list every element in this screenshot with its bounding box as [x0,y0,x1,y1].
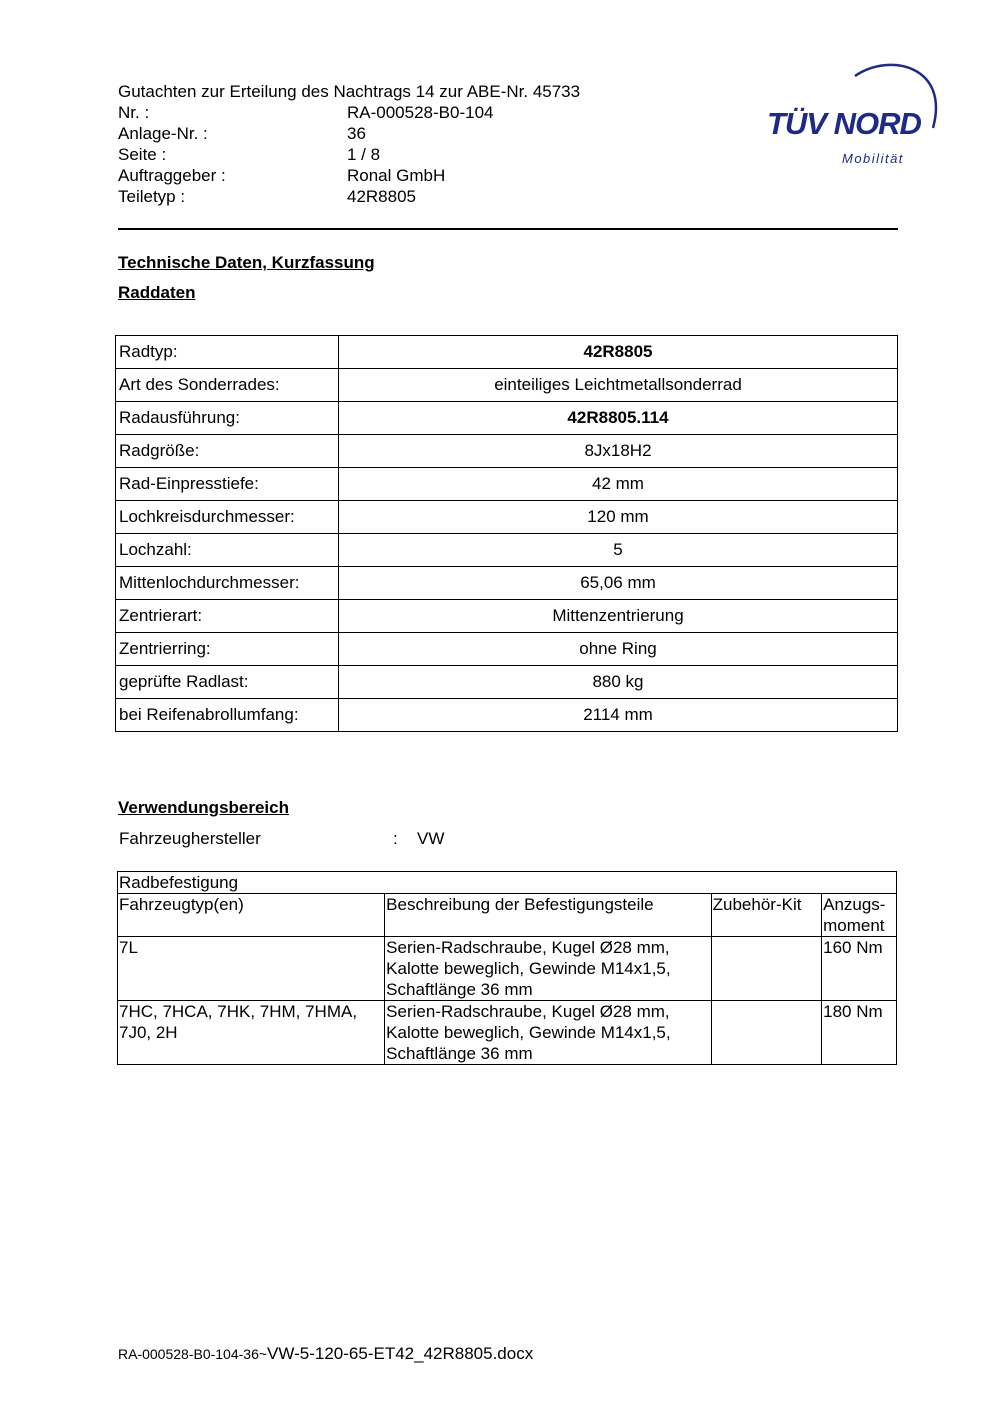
row-label: Rad-Einpresstiefe: [116,468,339,501]
row-value: 42R8805 [339,336,898,369]
row-value: 8Jx18H2 [339,435,898,468]
row-label: Radtyp: [116,336,339,369]
header-row-nr [118,102,493,123]
table-row [116,402,898,435]
header-row-auftraggeber [118,165,493,186]
header-row-teiletyp [118,186,493,207]
description-cell [385,1001,711,1065]
row-label: Lochzahl: [116,534,339,567]
vehicle-types-cell [118,937,385,1001]
section-heading-tech: Technische Daten, Kurzfassung [118,253,375,272]
section-heading-rad: Raddaten [118,283,196,302]
manufacturer-label: Fahrzeughersteller [119,829,261,848]
description-cell [385,937,711,1001]
table-row [116,336,898,369]
header-value: RA-000528-B0-104 [347,103,494,122]
header-value: 1 / 8 [347,145,381,164]
row-value: 880 kg [339,666,898,699]
table-row [116,567,898,600]
table-row [116,468,898,501]
logo-subtitle: Mobilität [842,151,904,166]
cell-line: Serien-Radschraube, Kugel Ø28 mm, [386,1002,670,1021]
column-header [822,894,897,937]
row-value: 42R8805.114 [339,402,898,435]
cell-line: Kalotte beweglich, Gewinde M14x1,5, [386,959,671,978]
row-value: 65,06 mm [339,567,898,600]
header-label: Seite : [118,145,167,164]
footer-filename: VW-5-120-65-ET42_42R8805.docx [267,1344,534,1363]
header-label: Nr. : [118,103,150,122]
row-value: 42 mm [339,468,898,501]
column-header: Zubehör-Kit [711,894,821,937]
header-value: 42R8805 [347,187,417,206]
header-value: 36 [347,124,366,143]
logo-wordmark: TÜV NORD [767,106,921,141]
table-row [116,666,898,699]
table-caption: Radbefestigung [118,872,897,894]
section-heading-verwendung: Verwendungsbereich [118,798,289,817]
column-header: Fahrzeugtyp(en) [118,894,385,937]
header-divider [118,228,898,230]
column-header-line: moment [823,916,885,935]
row-label: geprüfte Radlast: [116,666,339,699]
table-row [118,937,897,1001]
column-header: Beschreibung der Befestigungsteile [385,894,711,937]
manufacturer-value: VW [417,829,445,848]
footer-prefix: RA-000528-B0-104-36~ [118,1346,268,1362]
row-value: 5 [339,534,898,567]
cell-line: 7HC, 7HCA, 7HK, 7HM, 7HMA, [119,1002,358,1021]
row-value: 120 mm [339,501,898,534]
cell-line: 7L [119,938,138,957]
header-row-anlage [118,123,493,144]
cell-line: Serien-Radschraube, Kugel Ø28 mm, [386,938,670,957]
table-row [116,435,898,468]
torque-cell: 180 Nm [822,1001,897,1065]
fastening-table [117,871,897,1065]
cell-line: 7J0, 2H [119,1023,178,1042]
row-label: Zentrierring: [116,633,339,666]
table-row [116,369,898,402]
table-row [116,600,898,633]
table-row [118,1001,897,1065]
row-label: Mittenlochdurchmesser: [116,567,339,600]
header-label: Teiletyp : [118,187,186,206]
cell-line: Kalotte beweglich, Gewinde M14x1,5, [386,1023,671,1042]
page-footer [118,1344,533,1364]
kit-cell [711,1001,821,1065]
vehicle-types-cell [118,1001,385,1065]
row-label: Radgröße: [116,435,339,468]
row-label: Art des Sonderrades: [116,369,339,402]
row-label: Lochkreisdurchmesser: [116,501,339,534]
row-label: Radausführung: [116,402,339,435]
row-value: einteiliges Leichtmetallsonderrad [339,369,898,402]
table-caption-row [118,872,897,894]
header-row-seite [118,144,493,165]
table-header-row [118,894,897,937]
table-row [116,534,898,567]
column-header-line: Anzugs- [823,895,886,914]
manufacturer-separator: : [393,829,398,848]
header-label: Auftraggeber : [118,166,226,185]
table-row [116,699,898,732]
tuv-nord-logo [760,58,945,173]
row-value: ohne Ring [339,633,898,666]
row-label: bei Reifenabrollumfang: [116,699,339,732]
header-label: Anlage-Nr. : [118,124,208,143]
row-label: Zentrierart: [116,600,339,633]
table-row [116,501,898,534]
torque-cell: 160 Nm [822,937,897,1001]
kit-cell [711,937,821,1001]
report-title: Gutachten zur Erteilung des Nachtrags 14 zur ABE-Nr. 45733 [118,82,581,101]
row-value: 2114 mm [339,699,898,732]
cell-line: Schaftlänge 36 mm [386,1044,533,1063]
header-info [118,102,493,207]
table-row [116,633,898,666]
header-value: Ronal GmbH [347,166,446,185]
wheel-data-table [115,335,898,732]
cell-line: Schaftlänge 36 mm [386,980,533,999]
row-value: Mittenzentrierung [339,600,898,633]
